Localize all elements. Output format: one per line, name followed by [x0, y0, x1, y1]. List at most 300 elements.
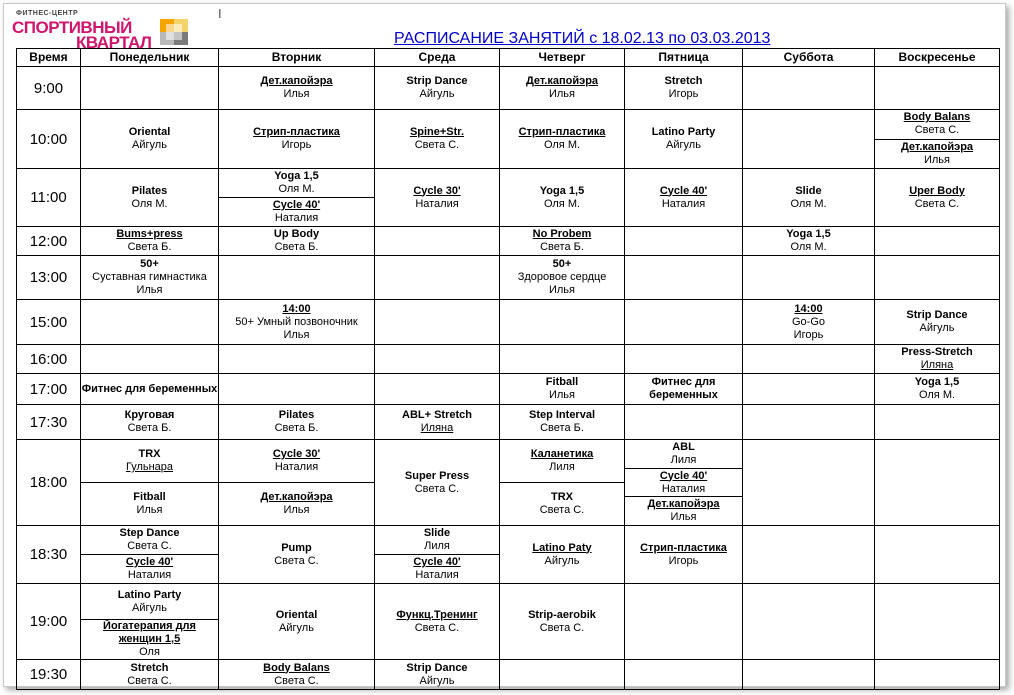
schedule-row — [17, 345, 1000, 374]
class-cell — [81, 345, 219, 374]
class-name: Дет.капойэра — [260, 75, 333, 87]
class-name: Каланетика — [530, 448, 594, 460]
class-cell — [500, 300, 625, 345]
class-cell — [625, 526, 743, 584]
class-detail: Айгуль — [132, 139, 167, 151]
class-detail: Оля М. — [278, 183, 315, 195]
class-name: Slide — [795, 184, 822, 197]
class-name: Step Dance — [119, 527, 180, 539]
class-cell — [500, 110, 625, 169]
class-cell — [375, 227, 500, 256]
class-cell — [875, 660, 1000, 690]
class-cell — [219, 374, 375, 405]
class-name: Fitball — [545, 376, 579, 388]
class-cell — [219, 169, 375, 227]
class-cell — [625, 67, 743, 110]
class-entry — [500, 440, 624, 482]
class-cell — [875, 169, 1000, 227]
class-entry — [81, 258, 218, 297]
class-detail: Света С. — [127, 674, 172, 687]
class-detail: Света Б. — [274, 422, 319, 434]
class-name: Cycle 40' — [413, 556, 461, 568]
class-detail: Суставная гимнастика — [92, 271, 207, 283]
class-cell — [625, 405, 743, 440]
class-detail: Света С. — [127, 540, 172, 552]
class-name: Cycle 30' — [413, 184, 461, 197]
time-cell: 18:30 — [17, 526, 81, 584]
class-name: Функц.Тренинг — [396, 608, 478, 621]
header-cell: Вторник — [219, 49, 375, 67]
class-name: Дет.капойэра — [900, 140, 974, 153]
class-cell — [81, 526, 219, 584]
class-cell — [81, 110, 219, 169]
class-cell — [219, 526, 375, 584]
class-name: Stretch — [130, 661, 169, 674]
class-entry — [81, 440, 218, 482]
class-detail: Айгуль — [919, 322, 955, 334]
class-cell — [743, 660, 875, 690]
class-entry — [375, 126, 499, 152]
class-detail: Оля М. — [131, 197, 168, 210]
schedule-row — [17, 67, 1000, 110]
class-entry — [375, 470, 499, 496]
class-cell — [81, 256, 219, 300]
class-cell — [375, 300, 500, 345]
class-cell — [875, 440, 1000, 526]
class-entry — [625, 496, 742, 525]
class-entry — [500, 482, 624, 525]
class-trainer: Илья — [548, 284, 575, 296]
header-cell: Суббота — [743, 49, 875, 67]
time-cell: 15:00 — [17, 300, 81, 345]
text-cursor-icon: I — [218, 6, 222, 21]
schedule-row — [17, 300, 1000, 345]
class-name: Strip Dance — [406, 661, 468, 674]
class-entry — [81, 526, 218, 554]
class-detail: Света С. — [539, 621, 585, 634]
class-detail: Здоровое сердце — [517, 271, 607, 283]
class-name: Yoga 1,5 — [914, 376, 960, 388]
class-detail: Игорь — [668, 88, 699, 100]
header-row — [17, 49, 1000, 67]
class-name: Strip-aerobik — [528, 608, 596, 621]
class-cell — [875, 526, 1000, 584]
class-cell — [500, 169, 625, 227]
class-detail: Света С. — [274, 674, 319, 687]
schedule-title: РАСПИСАНИЕ ЗАНЯТИЙ с 18.02.13 по 03.03.2013 — [394, 30, 771, 47]
class-entry — [219, 75, 374, 101]
logo-line-1: СПОРТИВНЫЙ — [12, 18, 132, 37]
class-entry — [219, 228, 374, 254]
class-cell — [375, 584, 500, 660]
class-detail: Света С. — [414, 139, 460, 151]
class-detail: Айгуль — [666, 139, 701, 151]
time-cell: 19:30 — [17, 660, 81, 690]
class-entry — [219, 197, 374, 226]
class-cell — [743, 169, 875, 227]
class-cell — [81, 227, 219, 256]
class-name: Фитнес для беременных — [81, 382, 218, 395]
class-entry — [81, 383, 218, 396]
class-cell — [875, 345, 1000, 374]
class-name: Spine+Str. — [409, 126, 465, 138]
class-detail: Go-Go — [791, 315, 825, 328]
class-name: Дет.капойэра — [525, 75, 599, 87]
class-name: Yoga 1,5 — [539, 184, 585, 197]
class-cell — [625, 256, 743, 300]
class-entry — [81, 126, 218, 152]
class-name: Up Body — [273, 228, 320, 240]
class-name: Cycle 40' — [659, 184, 708, 197]
class-name: Pilates — [131, 184, 168, 197]
schedule-table — [16, 48, 1000, 690]
class-cell — [743, 374, 875, 405]
class-name: Body Balans — [263, 661, 330, 674]
class-name: Yoga 1,5 — [274, 170, 319, 182]
class-trainer: Илья — [136, 284, 163, 296]
class-cell — [500, 67, 625, 110]
class-cell — [875, 300, 1000, 345]
class-detail: Света Б. — [540, 241, 584, 253]
class-cell — [219, 67, 375, 110]
class-cell — [375, 660, 500, 690]
class-detail: Оля М. — [790, 241, 827, 253]
class-name: 50+ — [140, 258, 159, 270]
class-detail: Оля — [139, 646, 160, 658]
class-name: Stretch — [664, 75, 703, 87]
class-entry — [81, 482, 218, 525]
fitness-logo — [12, 10, 192, 50]
class-entry — [875, 110, 999, 139]
class-cell — [743, 405, 875, 440]
class-entry — [500, 409, 624, 435]
class-cell — [625, 227, 743, 256]
class-cell — [743, 440, 875, 526]
class-cell — [81, 67, 219, 110]
header-cell: Четверг — [500, 49, 625, 67]
class-cell — [625, 110, 743, 169]
class-cell — [375, 67, 500, 110]
class-cell — [81, 169, 219, 227]
class-detail: Айгуль — [419, 88, 455, 100]
class-entry — [375, 662, 499, 688]
class-entry — [219, 169, 374, 197]
schedule-row — [17, 110, 1000, 169]
class-name: Стрип-пластика — [253, 126, 340, 138]
schedule-page — [3, 3, 1006, 687]
class-detail: Илья — [548, 389, 575, 401]
class-cell — [500, 345, 625, 374]
class-entry — [500, 258, 624, 297]
class-detail: Оля М. — [918, 389, 956, 401]
schedule-row — [17, 256, 1000, 300]
class-detail: Наталия — [274, 212, 319, 224]
class-cell — [625, 300, 743, 345]
class-entry — [81, 619, 218, 659]
class-cell — [625, 584, 743, 660]
logo-line-2: КВАРТАЛ — [76, 33, 152, 52]
class-entry — [625, 440, 742, 468]
class-name: 14:00 — [794, 302, 823, 315]
class-cell — [743, 584, 875, 660]
class-entry — [375, 526, 499, 554]
class-cell — [625, 345, 743, 374]
class-entry — [81, 584, 218, 619]
class-detail: Света С. — [914, 124, 960, 137]
class-detail: Игорь — [668, 554, 699, 567]
class-detail: Света С. — [274, 554, 319, 567]
header-cell: Воскресенье — [875, 49, 1000, 67]
time-cell: 17:00 — [17, 374, 81, 405]
class-entry — [625, 126, 742, 152]
class-cell — [81, 405, 219, 440]
class-entry — [625, 376, 742, 402]
class-name: Bums+press — [116, 228, 183, 240]
class-cell — [375, 405, 500, 440]
class-cell — [81, 374, 219, 405]
class-cell — [500, 227, 625, 256]
class-name: Fitball — [133, 491, 166, 503]
class-name: Oriental — [275, 608, 318, 621]
class-detail: Илья — [670, 511, 697, 524]
class-name: Йогатерапия для женщин 1,5 — [103, 620, 196, 645]
class-entry — [625, 468, 742, 497]
class-name: Uper Body — [909, 184, 965, 197]
class-cell — [625, 374, 743, 405]
class-trainer: Илья — [283, 328, 310, 341]
schedule-row — [17, 227, 1000, 256]
logo-mark-icon — [160, 19, 188, 45]
time-cell: 12:00 — [17, 227, 81, 256]
class-cell — [743, 345, 875, 374]
logo-subtitle: ФИТНЕС-ЦЕНТР — [16, 10, 79, 17]
class-name: Slide — [423, 527, 451, 539]
time-cell: 19:00 — [17, 584, 81, 660]
class-name: Дет.капойэра — [260, 491, 333, 503]
header-cell: Пятница — [625, 49, 743, 67]
class-name: Strip Dance — [406, 75, 468, 87]
class-cell — [375, 526, 500, 584]
class-entry — [743, 185, 874, 211]
class-detail: Лиля — [549, 461, 575, 473]
class-cell — [81, 440, 219, 526]
class-entry — [81, 228, 218, 254]
class-name: Step Interval — [528, 409, 596, 421]
class-entry — [81, 554, 218, 583]
class-name: Дет.капойэра — [647, 498, 720, 511]
header-cell: Среда — [375, 49, 500, 67]
schedule-row — [17, 169, 1000, 227]
class-cell — [81, 584, 219, 660]
class-cell — [375, 169, 500, 227]
class-detail: Айгуль — [279, 621, 314, 634]
class-cell — [743, 110, 875, 169]
class-detail: Лиля — [424, 540, 450, 552]
class-detail: Илья — [283, 504, 310, 516]
class-detail: Наталия — [661, 197, 706, 210]
class-cell — [875, 67, 1000, 110]
class-cell — [875, 374, 1000, 405]
class-entry — [375, 554, 499, 583]
class-detail: Света Б. — [540, 422, 584, 434]
class-entry — [81, 185, 218, 211]
class-name: Super Press — [404, 469, 470, 482]
class-cell — [500, 660, 625, 690]
class-entry — [743, 303, 874, 342]
class-detail: Иляна — [920, 359, 954, 371]
class-entry — [375, 409, 499, 435]
class-name: No Probem — [532, 228, 592, 240]
class-detail: Света Б. — [127, 422, 172, 434]
class-detail: Света С. — [414, 482, 460, 495]
class-detail: Наталия — [127, 569, 172, 581]
class-entry — [875, 185, 999, 211]
class-entry — [81, 409, 218, 435]
class-entry — [500, 542, 624, 568]
class-cell — [219, 405, 375, 440]
class-cell — [500, 584, 625, 660]
class-entry — [219, 409, 374, 435]
class-cell — [625, 660, 743, 690]
class-cell — [219, 584, 375, 660]
class-cell — [375, 440, 500, 526]
class-detail: Илья — [548, 88, 575, 100]
class-entry — [219, 662, 374, 688]
class-name: Body Balans — [903, 111, 971, 124]
class-detail: Света С. — [414, 621, 460, 634]
class-cell — [81, 300, 219, 345]
class-entry — [500, 185, 624, 211]
class-cell — [875, 256, 1000, 300]
schedule-row — [17, 374, 1000, 405]
class-entry — [375, 609, 499, 635]
class-detail: Айгуль — [544, 554, 580, 567]
class-cell — [743, 67, 875, 110]
class-cell — [375, 256, 500, 300]
class-name: Press-Stretch — [901, 346, 973, 358]
time-cell: 13:00 — [17, 256, 81, 300]
class-cell — [500, 256, 625, 300]
schedule-row — [17, 440, 1000, 526]
class-name: TRX — [138, 448, 161, 460]
class-name: 50+ — [552, 258, 572, 270]
class-entry — [81, 662, 218, 688]
class-name: Cycle 40' — [659, 469, 708, 482]
class-name: Круговая — [124, 409, 175, 421]
schedule-row — [17, 660, 1000, 690]
class-cell — [875, 405, 1000, 440]
class-cell — [219, 345, 375, 374]
class-entry — [875, 139, 999, 169]
class-name: TRX — [551, 491, 573, 503]
class-name: Фитнес для беременных — [649, 376, 718, 401]
class-entry — [219, 482, 374, 525]
class-trainer: Игорь — [793, 328, 824, 341]
class-cell — [375, 110, 500, 169]
class-cell — [743, 227, 875, 256]
class-entry — [219, 542, 374, 568]
time-cell: 18:00 — [17, 440, 81, 526]
class-name: Pilates — [278, 409, 315, 421]
class-cell — [375, 374, 500, 405]
class-cell — [219, 227, 375, 256]
class-name: Pump — [281, 541, 312, 554]
header-cell: Понедельник — [81, 49, 219, 67]
class-name: 14:00 — [282, 302, 311, 315]
class-cell — [219, 256, 375, 300]
class-cell — [219, 300, 375, 345]
class-name: Latino Paty — [532, 541, 592, 554]
class-name: Cycle 30' — [272, 448, 321, 460]
class-name: Latino Party — [651, 126, 716, 138]
schedule-row — [17, 526, 1000, 584]
class-detail: Иляна — [420, 422, 454, 434]
class-name: Oriental — [128, 126, 171, 138]
class-detail: Илья — [283, 88, 310, 100]
class-cell — [875, 227, 1000, 256]
class-entry — [875, 346, 999, 372]
class-entry — [219, 303, 374, 342]
schedule-row — [17, 584, 1000, 660]
class-name: ABL — [672, 440, 695, 453]
class-entry — [625, 542, 742, 568]
class-detail: Илья — [136, 504, 163, 516]
class-detail: Наталия — [415, 197, 459, 210]
time-cell: 11:00 — [17, 169, 81, 227]
class-cell — [219, 440, 375, 526]
class-cell — [500, 526, 625, 584]
class-cell — [500, 374, 625, 405]
class-detail: Гульнара — [125, 461, 174, 473]
class-name: Стрип-пластика — [518, 126, 606, 138]
class-detail: Айгуль — [419, 674, 455, 687]
class-entry — [875, 309, 999, 335]
class-cell — [743, 256, 875, 300]
time-cell: 10:00 — [17, 110, 81, 169]
class-entry — [219, 609, 374, 635]
class-entry — [500, 228, 624, 254]
class-name: ABL+ Stretch — [402, 409, 472, 421]
class-name: Стрип-пластика — [640, 541, 727, 554]
class-cell — [875, 584, 1000, 660]
class-entry — [500, 376, 624, 402]
class-detail: Игорь — [281, 139, 312, 151]
class-cell — [625, 169, 743, 227]
class-entry — [743, 228, 874, 254]
schedule-row — [17, 405, 1000, 440]
class-detail: 50+ Умный позвоночник — [235, 315, 358, 328]
class-cell — [625, 440, 743, 526]
class-detail: Илья — [923, 153, 950, 166]
class-entry — [500, 609, 624, 635]
class-name: Cycle 40' — [125, 556, 174, 568]
time-cell: 16:00 — [17, 345, 81, 374]
class-name: Latino Party — [117, 588, 182, 601]
class-name: Strip Dance — [906, 309, 968, 321]
class-cell — [500, 440, 625, 526]
class-detail: Лиля — [670, 453, 697, 466]
class-entry — [625, 75, 742, 101]
class-entry — [625, 185, 742, 211]
class-detail: Айгуль — [132, 601, 167, 614]
class-cell — [875, 110, 1000, 169]
class-detail: Света С. — [539, 504, 585, 516]
class-cell — [81, 660, 219, 690]
class-cell — [219, 660, 375, 690]
class-detail: Оля М. — [790, 197, 827, 210]
class-entry — [875, 376, 999, 402]
class-entry — [219, 126, 374, 152]
